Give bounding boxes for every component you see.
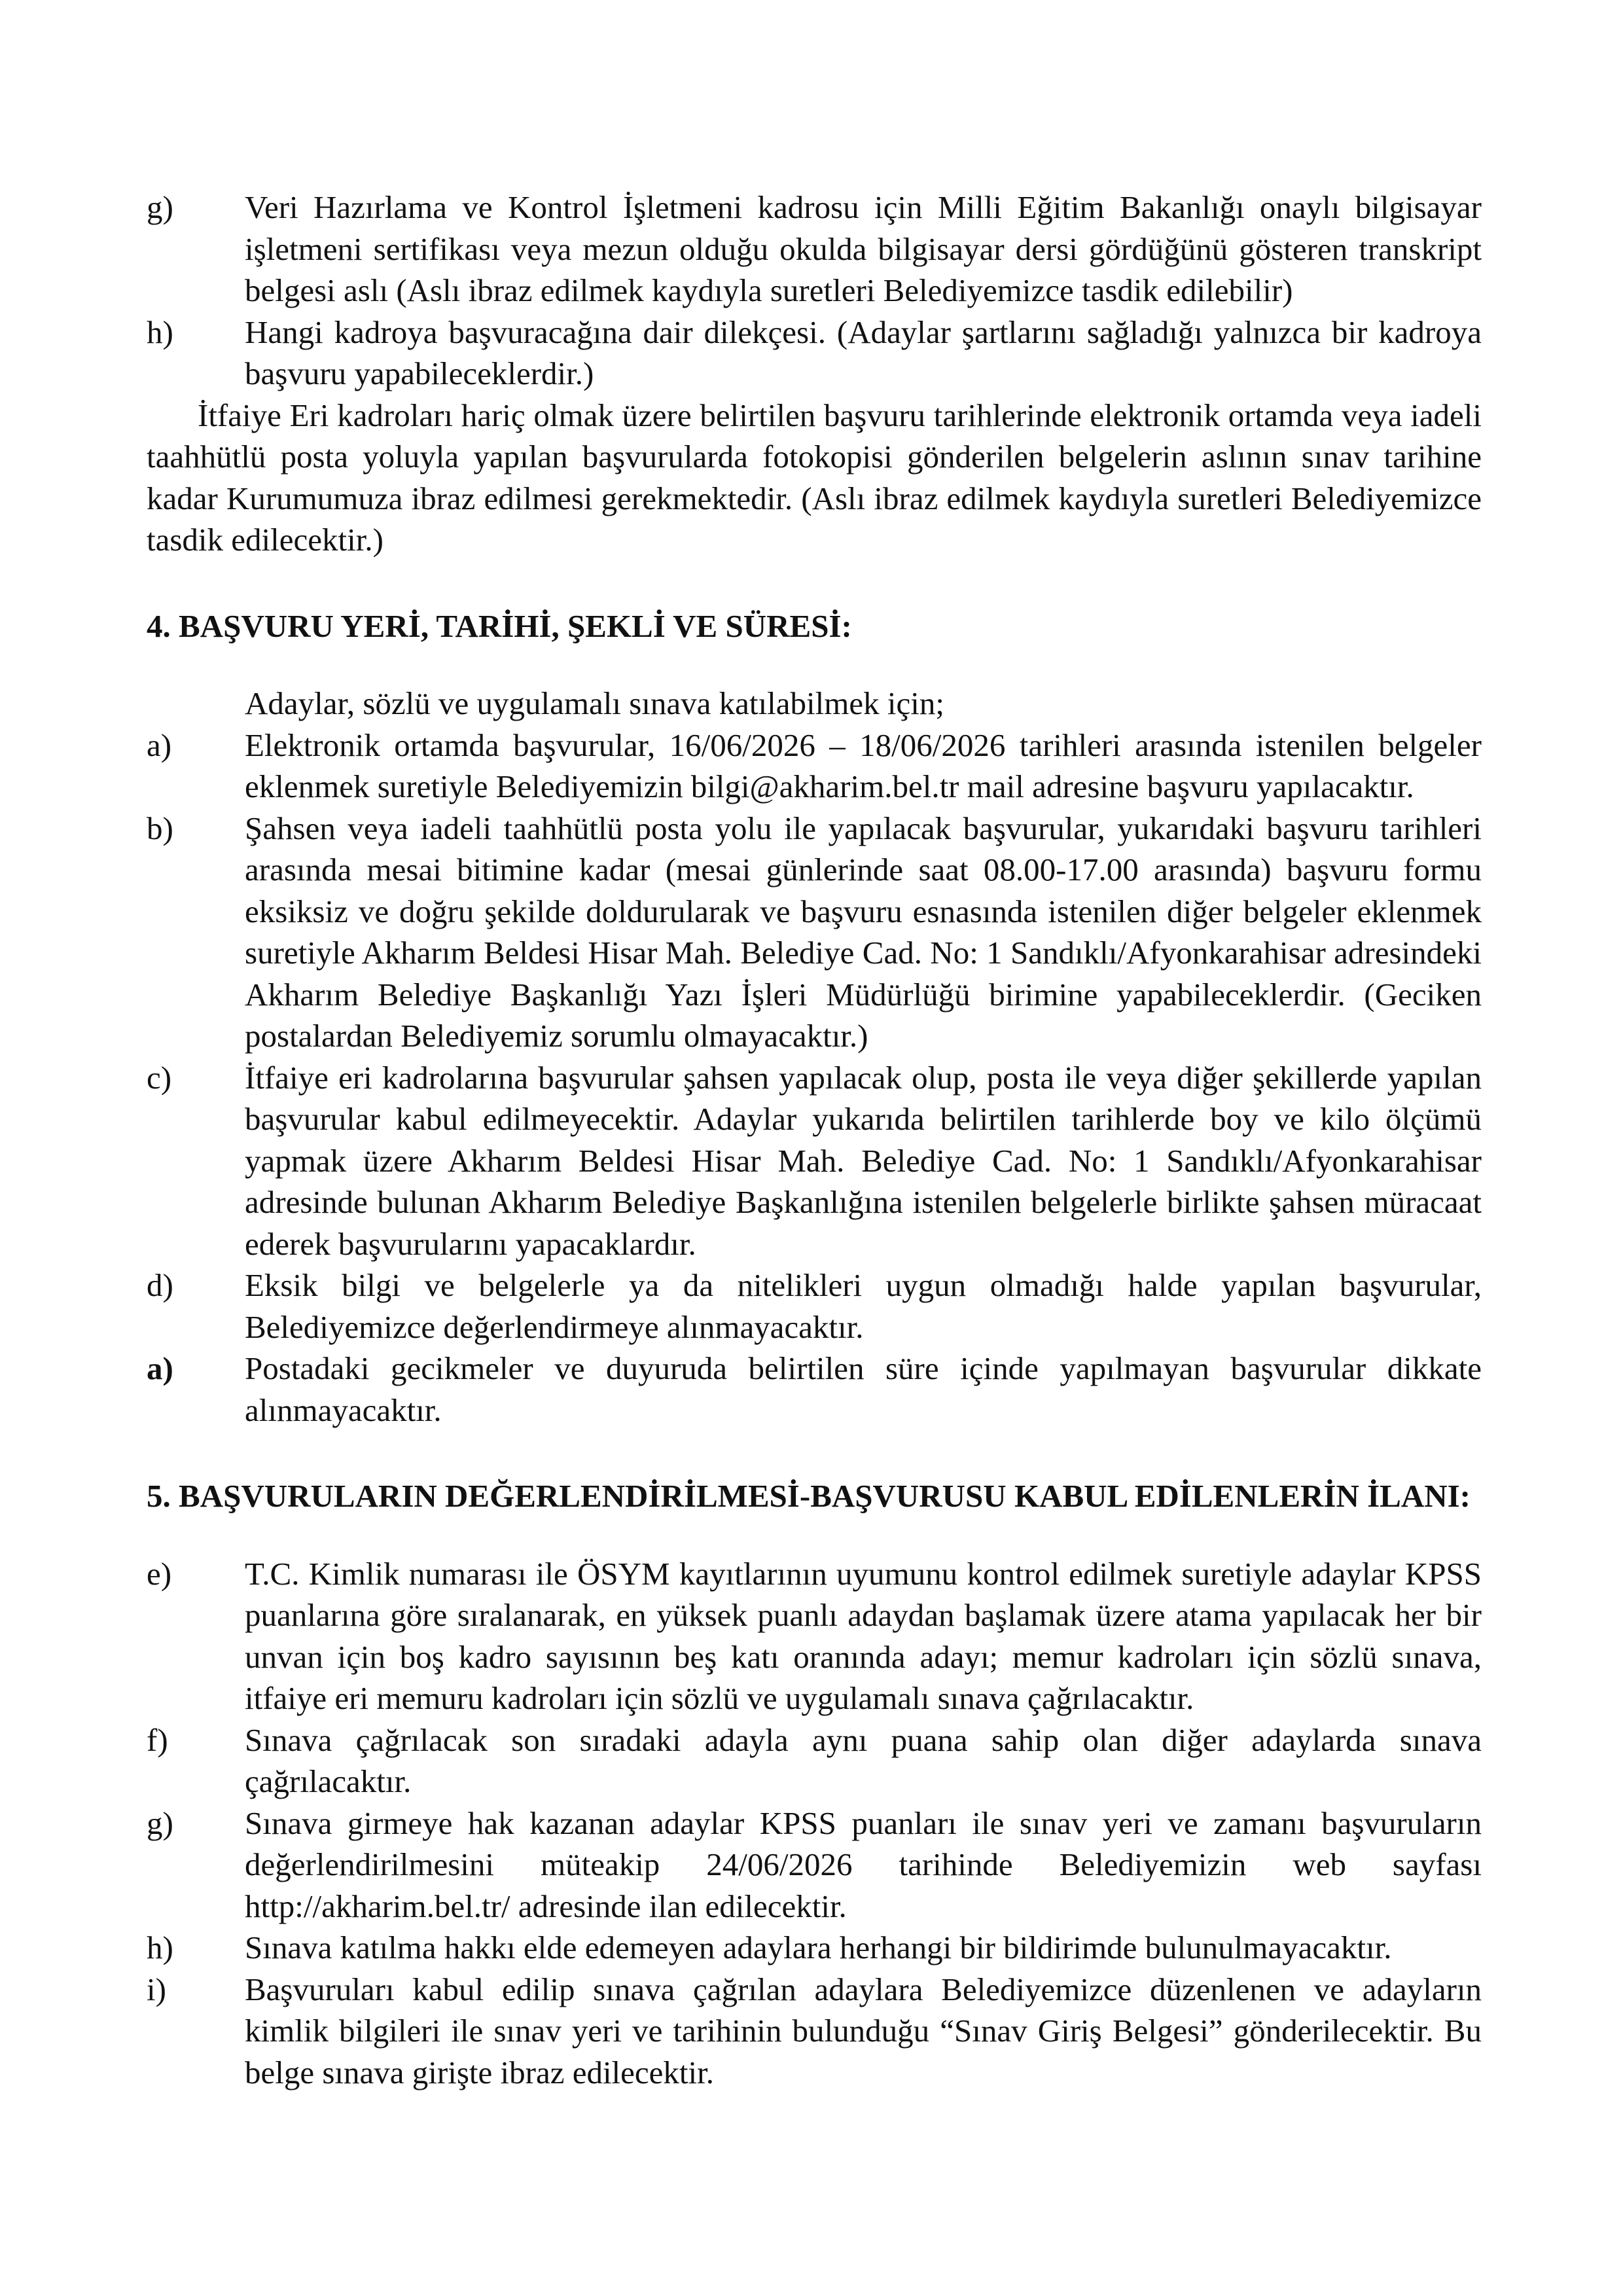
list-marker: f) bbox=[147, 1721, 168, 1758]
list-item-text: T.C. Kimlik numarası ile ÖSYM kayıtlarının uyumunu kontrol edilmek suretiyle adaylar KPSS puanlarına göre sıralanarak, en yüksek puanlı adaydan başlamak üzere atama yapılacak her bir unvan için boş kadro sayısının beş katı oranında adayı; memur kadroları için sözlü sınava, itfaiye eri memuru kadroları için sözlü ve uygulamalı sınava çağrılacaktır. bbox=[245, 1555, 1482, 1716]
list-marker: b) bbox=[147, 810, 173, 846]
list-marker: i) bbox=[147, 1971, 166, 2007]
list-item-text: Sınava çağrılacak son sıradaki adayla aynı puana sahip olan diğer adaylarda sınava çağrılacaktır. bbox=[245, 1721, 1482, 1799]
paragraph-fire-brigade-note: İtfaiye Eri kadroları hariç olmak üzere belirtilen başvuru tarihlerinde elektronik ortamda veya iadeli taahhütlü posta yoluyla yapılan başvurularda fotokopisi gönderilen belgelerin aslının sınav tarihine kadar Kurumumuza ibraz edilmesi gerekmektedir. (Aslı ibraz edilmek kaydıyla suretleri Belediyemizce tasdik edilecektir.) bbox=[147, 397, 1482, 558]
list-marker: c) bbox=[147, 1059, 172, 1096]
list-marker: h) bbox=[147, 314, 173, 350]
section-5-item-e bbox=[147, 1553, 1482, 1719]
list-marker: h) bbox=[147, 1929, 173, 1965]
section-4-item-b bbox=[147, 808, 1482, 1057]
list-item-text: Sınava katılma hakkı elde edemeyen adaylara herhangi bir bildirimde bulunulmayacaktır. bbox=[245, 1929, 1392, 1965]
list-item-text: İtfaiye eri kadrolarına başvurular şahsen yapılacak olup, posta ile veya diğer şekillerde yapılan başvurular kabul edilmeyecektir. Adaylar yukarıda belirtilen tarihlerde boy ve kilo ölçümü yapmak üzere Akharım Beldesi Hisar Mah. Belediye Cad. No: 1 Sandıklı/Afyonkarahisar adresinde bulunan Akharım Belediye Başkanlığına istenilen belgelerle birlikte şahsen müracaat ederek başvurularını yapacaklardır. bbox=[245, 1059, 1482, 1262]
section-4-item-a-repeat bbox=[147, 1348, 1482, 1431]
section-4-intro: Adaylar, sözlü ve uygulamalı sınava katılabilmek için; bbox=[245, 685, 944, 721]
list-marker: g) bbox=[147, 189, 173, 225]
list-item-text: Postadaki gecikmeler ve duyuruda belirtilen süre içinde yapılmayan başvurular dikkate alınmayacaktır. bbox=[245, 1350, 1482, 1428]
section-4-item-d bbox=[147, 1265, 1482, 1348]
section-5-heading: 5. BAŞVURULARIN DEĞERLENDİRİLMESİ-BAŞVURUSU KABUL EDİLENLERİN İLANI: bbox=[147, 1478, 1471, 1514]
section-4-item-c bbox=[147, 1057, 1482, 1265]
section-5-item-f bbox=[147, 1719, 1482, 1803]
list-marker: d) bbox=[147, 1267, 173, 1303]
list-item-text: Veri Hazırlama ve Kontrol İşletmeni kadrosu için Milli Eğitim Bakanlığı onaylı bilgisayar işletmeni sertifikası veya mezun olduğu okulda bilgisayar dersi gördüğünü gösteren transkript belgesi aslı (Aslı ibraz edilmek kaydıyla suretleri Belediyemizce tasdik edilebilir) bbox=[245, 189, 1482, 308]
section-4-item-a bbox=[147, 725, 1482, 808]
section-5-item-g bbox=[147, 1803, 1482, 1928]
list-item-text: Başvuruları kabul edilip sınava çağrılan adaylara Belediyemizce düzenlenen ve adayların kimlik bilgileri ile sınav yeri ve tarihinin bulunduğu “Sınav Giriş Belgesi” gönderilecektir. Bu belge sınava girişte ibraz edilecektir. bbox=[245, 1971, 1482, 2090]
list-marker: a) bbox=[147, 1350, 173, 1386]
list-marker: a) bbox=[147, 726, 172, 763]
list-marker: g) bbox=[147, 1804, 173, 1841]
list-item-text: Eksik bilgi ve belgelerle ya da nitelikleri uygun olmadığı halde yapılan başvurular, Belediyemizce değerlendirmeye alınmayacaktır. bbox=[245, 1267, 1482, 1345]
document-page bbox=[147, 187, 1482, 2093]
section-5-item-i bbox=[147, 1969, 1482, 2094]
list-item-text: Hangi kadroya başvuracağına dair dilekçesi. (Adaylar şartlarını sağladığı yalnızca bir kadroya başvuru yapabileceklerdir.) bbox=[245, 314, 1482, 391]
section-4-heading: 4. BAŞVURU YERİ, TARİHİ, ŞEKLİ VE SÜRESİ: bbox=[147, 607, 852, 644]
list-item-g-top bbox=[147, 187, 1482, 312]
list-item-text: Sınava girmeye hak kazanan adaylar KPSS puanları ile sınav yeri ve zamanı başvuruların değerlendirilmesini müteakip 24/06/2026 tarihinde Belediyemizin web sayfası http://akharim.bel.tr/ adresinde ilan edilecektir. bbox=[245, 1804, 1482, 1924]
list-item-text: Elektronik ortamda başvurular, 16/06/2026 – 18/06/2026 tarihleri arasında istenilen belgeler eklenmek suretiyle Belediyemizin bilgi@akharim.bel.tr mail adresine başvuru yapılacaktır. bbox=[245, 726, 1482, 804]
section-5-item-h bbox=[147, 1927, 1482, 1969]
list-item-text: Şahsen veya iadeli taahhütlü posta yolu ile yapılacak başvurular, yukarıdaki başvuru tarihleri arasında mesai bitimine kadar (mesai günlerinde saat 08.00-17.00 arasında) başvuru formu eksiksiz ve doğru şekilde doldurularak ve başvuru esnasında istenilen diğer belgeler eklenmek suretiyle Akharım Beldesi Hisar Mah. Belediye Cad. No: 1 Sandıklı/Afyonkarahisar adresindeki Akharım Belediye Başkanlığı Yazı İşleri Müdürlüğü birimine yapabileceklerdir. (Geciken postalardan Belediyemiz sorumlu olmayacaktır.) bbox=[245, 810, 1482, 1054]
list-item-h-top bbox=[147, 312, 1482, 395]
list-marker: e) bbox=[147, 1555, 172, 1592]
